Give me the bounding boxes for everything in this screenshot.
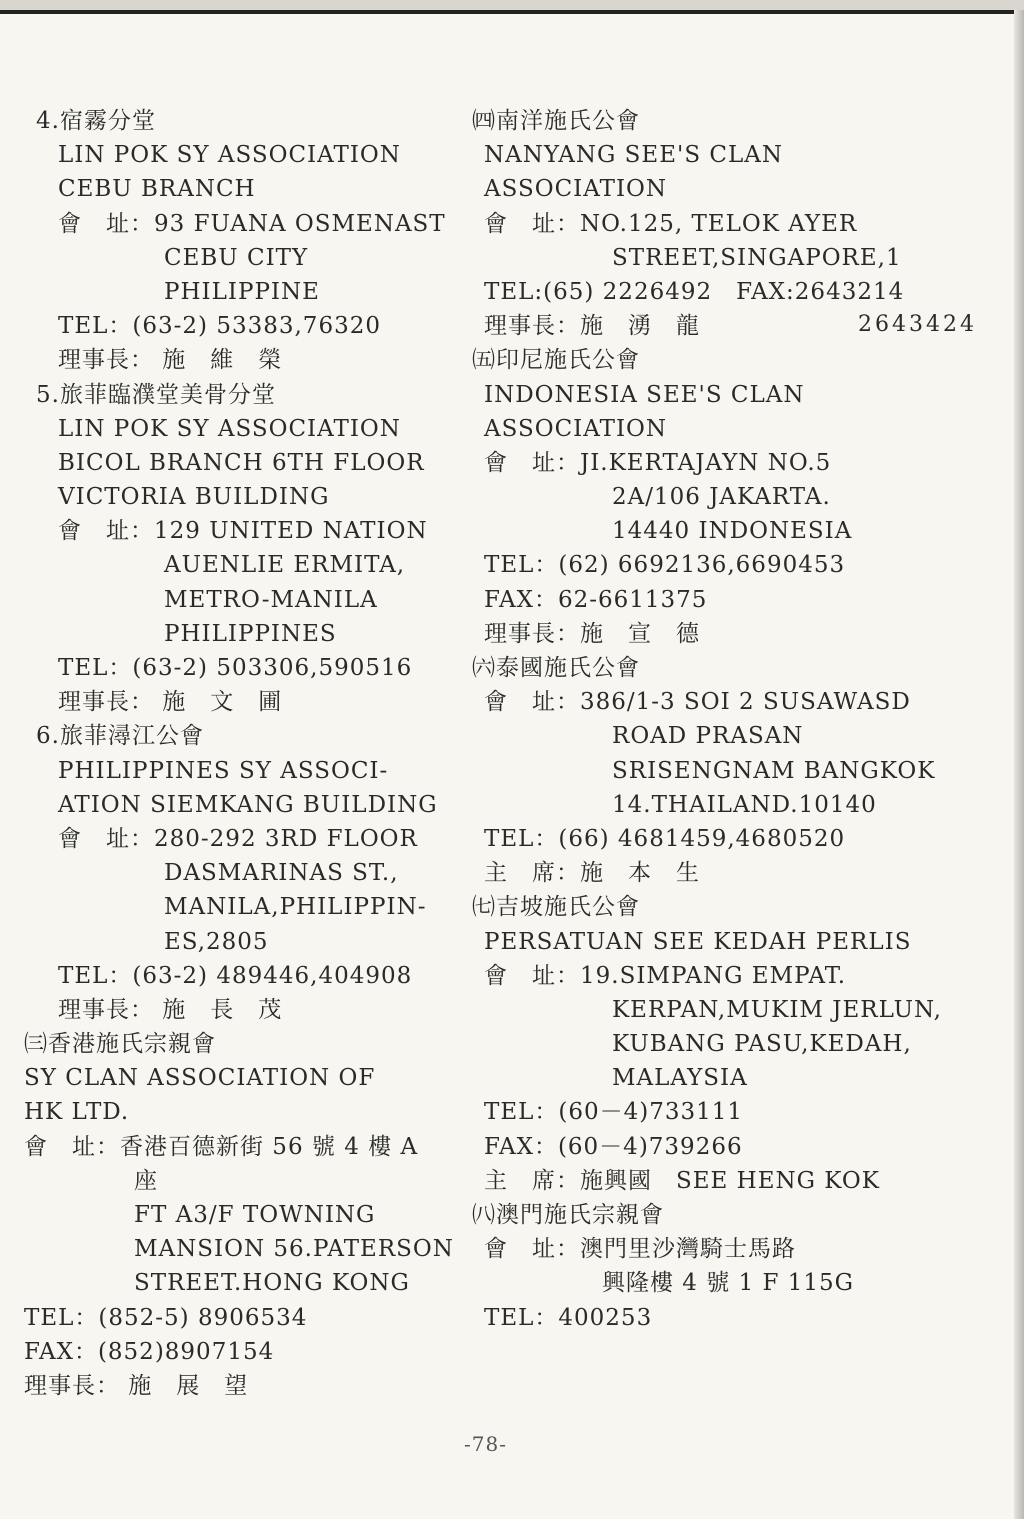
entry-chair: 主 席：施興國 SEE HENG KOK — [484, 1167, 880, 1194]
entry-address: 14440 INDONESIA — [612, 518, 853, 545]
entry-address: 14.THAILAND.10140 — [612, 791, 877, 818]
entry-chair: 理事長： 施 展 望 — [24, 1372, 249, 1399]
entry-heading: ㈤印尼施氏公會 — [472, 347, 640, 374]
entry-fax: FAX：(852)8907154 — [24, 1338, 275, 1365]
entry-address: KUBANG PASU,KEDAH, — [612, 1031, 912, 1058]
entry-heading: 6.旅菲潯江公會 — [36, 723, 204, 750]
entry-address: ES,2805 — [164, 928, 269, 955]
right-column — [472, 104, 992, 1335]
entry-fax: FAX：62-6611375 — [484, 586, 708, 613]
entry-tel: TEL：(63-2) 503306,590516 — [58, 655, 413, 681]
entry-address: 會 址：386/1-3 SOI 2 SUSAWASD — [484, 689, 911, 716]
entry-chair: 理事長： 施 文 圃 — [58, 689, 283, 716]
entry-heading: 4.宿霧分堂 — [36, 108, 156, 134]
entry-address: 興隆樓 4 號 1 F 115G — [602, 1270, 855, 1297]
entry-tel: TEL：400253 — [484, 1304, 653, 1331]
entry-heading: ㈧澳門施氏宗親會 — [472, 1202, 664, 1228]
entry-tel: TEL：(66) 4681459,4680520 — [484, 825, 846, 852]
entry-name: CEBU BRANCH — [58, 176, 256, 203]
entry-tel: TEL：(60－4)733111 — [484, 1099, 744, 1126]
entry-address: 座 — [134, 1167, 158, 1194]
left-column — [24, 104, 464, 1403]
page-number: -78- — [464, 1432, 507, 1456]
entry-heading: ㈦吉坡施氏公會 — [472, 894, 640, 921]
entry-name: NANYANG SEE'S CLAN — [484, 142, 784, 169]
entry-tel: TEL：(63-2) 489446,404908 — [58, 962, 413, 989]
entry-address: 會 址：香港百德新街 56 號 4 樓 A — [24, 1133, 419, 1160]
entry-address: 會 址：JI.KERTAJAYN NO.5 — [484, 449, 832, 476]
entry-address: STREET.HONG KONG — [134, 1270, 410, 1297]
page-edge — [1014, 10, 1024, 1519]
entry-fax: FAX：(60－4)739266 — [484, 1133, 743, 1160]
entry-address: 會 址：NO.125, TELOK AYER — [484, 210, 858, 237]
entry-heading: ㈢香港施氏宗親會 — [24, 1031, 216, 1058]
entry-name: BICOL BRANCH 6TH FLOOR — [58, 449, 425, 476]
entry-address: CEBU CITY — [164, 244, 309, 271]
entry-name: LIN POK SY ASSOCIATION — [58, 415, 401, 442]
entry-address: ROAD PRASAN — [612, 723, 804, 750]
entry-address: 2A/106 JAKARTA. — [612, 484, 831, 511]
entry-address: METRO-MANILA — [164, 586, 378, 613]
entry-name: VICTORIA BUILDING — [58, 484, 330, 511]
entry-name: PHILIPPINES SY ASSOCI- — [58, 757, 389, 784]
entry-chair: 理事長： 施 長 茂 — [58, 996, 283, 1023]
entry-name: HK LTD. — [24, 1099, 130, 1126]
entry-name: ASSOCIATION — [484, 176, 668, 203]
entry-address: PHILIPPINES — [164, 620, 337, 647]
entry-name: LIN POK SY ASSOCIATION — [58, 142, 401, 169]
entry-tel: TEL:(65) 2226492 FAX:2643214 — [484, 278, 905, 305]
entry-address: STREET,SINGAPORE,1 — [612, 244, 902, 271]
entry-address: FT A3/F TOWNING — [134, 1202, 376, 1228]
entry-address: MALAYSIA — [612, 1065, 748, 1092]
entry-address: 會 址：澳門里沙灣騎士馬路 — [484, 1236, 796, 1263]
entry-tel: TEL：(63-2) 53383,76320 — [58, 313, 381, 340]
entry-address: 會 址：280-292 3RD FLOOR — [58, 825, 418, 852]
entry-heading: ㈣南洋施氏公會 — [472, 108, 640, 134]
entry-address: SRISENGNAM BANGKOK — [612, 757, 936, 784]
entry-address: KERPAN,MUKIM JERLUN, — [612, 996, 942, 1023]
entry-address: DASMARINAS ST., — [164, 860, 399, 887]
entry-name: ASSOCIATION — [484, 415, 668, 442]
entry-address: AUENLIE ERMITA, — [164, 552, 406, 579]
entry-chair: 理事長： 施 維 榮 — [58, 347, 283, 374]
entry-address: MANSION 56.PATERSON — [134, 1236, 454, 1263]
entry-chair: 理事長：施 宣 德 — [484, 620, 700, 647]
entry-heading: 5.旅菲臨濮堂美骨分堂 — [36, 381, 276, 408]
entry-heading: ㈥泰國施氏公會 — [472, 655, 640, 681]
entry-tel: TEL：(852-5) 8906534 — [24, 1304, 308, 1331]
entry-name: SY CLAN ASSOCIATION OF — [24, 1065, 376, 1092]
entry-name: PERSATUAN SEE KEDAH PERLIS — [484, 928, 912, 955]
entry-address: 會 址：93 FUANA OSMENAST — [58, 210, 446, 237]
entry-name: INDONESIA SEE'S CLAN — [484, 381, 805, 408]
entry-address: 會 址：129 UNITED NATION — [58, 518, 428, 545]
entry-name: ATION SIEMKANG BUILDING — [58, 791, 438, 818]
entry-address: PHILIPPINE — [164, 278, 320, 305]
entry-chair: 主 席：施 本 生 — [484, 860, 700, 887]
entry-address: 會 址：19.SIMPANG EMPAT. — [484, 962, 847, 989]
entry-address: MANILA,PHILIPPIN- — [164, 894, 427, 921]
entry-fax-second: 2643424 — [858, 312, 977, 337]
entry-chair: 理事長：施 湧 龍 — [484, 313, 700, 340]
entry-tel: TEL：(62) 6692136,6690453 — [484, 552, 846, 579]
